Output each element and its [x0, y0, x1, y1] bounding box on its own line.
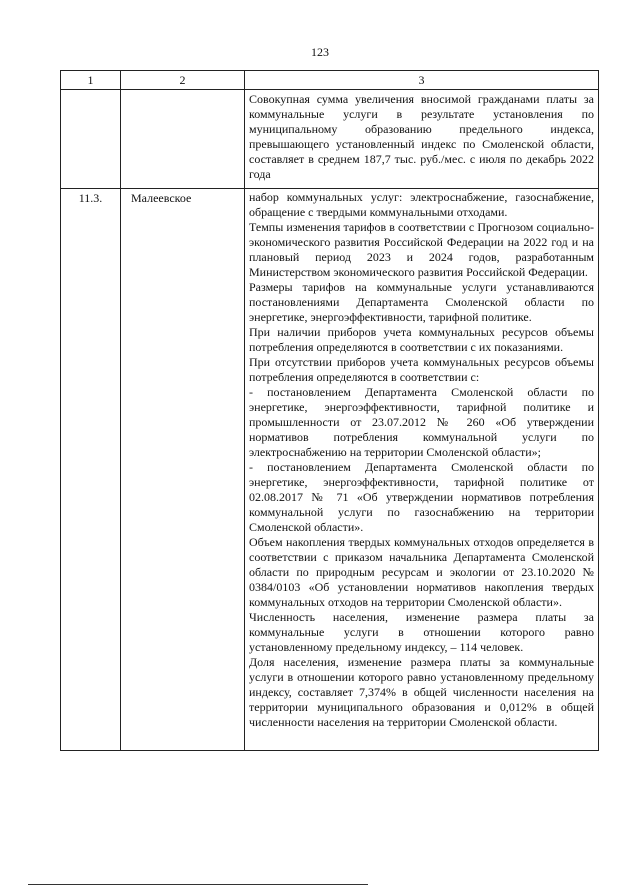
footer-divider	[28, 884, 368, 885]
row-name-cell: Малеевское	[121, 189, 245, 751]
header-col-1: 1	[61, 71, 121, 90]
table-row	[61, 90, 599, 189]
row-text-cell	[245, 90, 599, 189]
table-header-row	[61, 71, 599, 90]
paragraph: - постановлением Департамента Смоленской области по энергетике, энергоэффективности, тарифной политике от 02.08.2017 № 71 «Об утверждении нормативов потребления коммунальной услуги по газоснабжению на территории Смоленской области».	[249, 460, 594, 534]
paragraph: При отсутствии приборов учета коммунальных ресурсов объемы потребления определяются в соответствии с:	[249, 355, 594, 384]
paragraph: - постановлением Департамента Смоленской области по энергетике, энергоэффективности, тарифной политике и промышленности от 23.07.2012 № 260 «Об утверждении нормативов потребления коммунальной услуги по электроснабжению на территории Смоленской области»;	[249, 385, 594, 459]
row-text-cell	[245, 189, 599, 751]
table-row	[61, 189, 599, 751]
row-number-cell	[61, 90, 121, 189]
header-col-2: 2	[121, 71, 245, 90]
paragraph: Размеры тарифов на коммунальные услуги устанавливаются постановлениями Департамента Смоленской области по энергетике, энергоэффективности, тарифной политике.	[249, 280, 594, 324]
document-table	[60, 70, 599, 751]
paragraph: Темпы изменения тарифов в соответствии с Прогнозом социально-экономического развития Российской Федерации на 2022 год и на плановый период 2023 и 2024 годов, разработанным Министерством экономического развития Российской Федерации.	[249, 220, 594, 279]
paragraph: Доля населения, изменение размера платы за коммунальные услуги в отношении которого равно установленному предельному индексу, составляет 7,374% в общей численности населения на территории муниципального образования и 0,012% в общей численности населения на территории Смоленской области.	[249, 655, 594, 729]
page-number: 123	[311, 45, 329, 59]
row-number-cell: 11.3.	[61, 189, 121, 751]
paragraph: При наличии приборов учета коммунальных ресурсов объемы потребления определяются в соответствии с их показаниями.	[249, 325, 594, 354]
paragraph: Объем накопления твердых коммунальных отходов определяется в соответствии с приказом начальника Департамента Смоленской области по природным ресурсам и экологии от 23.10.2020 № 0384/0103 «Об установлении нормативов накопления твердых коммунальных отходов на территории Смоленской области».	[249, 535, 594, 609]
row-name-cell	[121, 90, 245, 189]
header-col-3: 3	[245, 71, 599, 90]
paragraph: набор коммунальных услуг: электроснабжение, газоснабжение, обращение с твердыми коммунальными отходами.	[249, 190, 594, 219]
paragraph: Совокупная сумма увеличения вносимой гражданами платы за коммунальные услуги в результате установления по муниципальному образованию предельного индекса, превышающего установленный индекс по Смоленской области, составляет в среднем 187,7 тыс. руб./мес. с июля по декабрь 2022 года	[249, 92, 594, 181]
paragraph: Численность населения, изменение размера платы за коммунальные услуги в отношении которого равно установленному предельному индексу, – 114 человек.	[249, 610, 594, 654]
